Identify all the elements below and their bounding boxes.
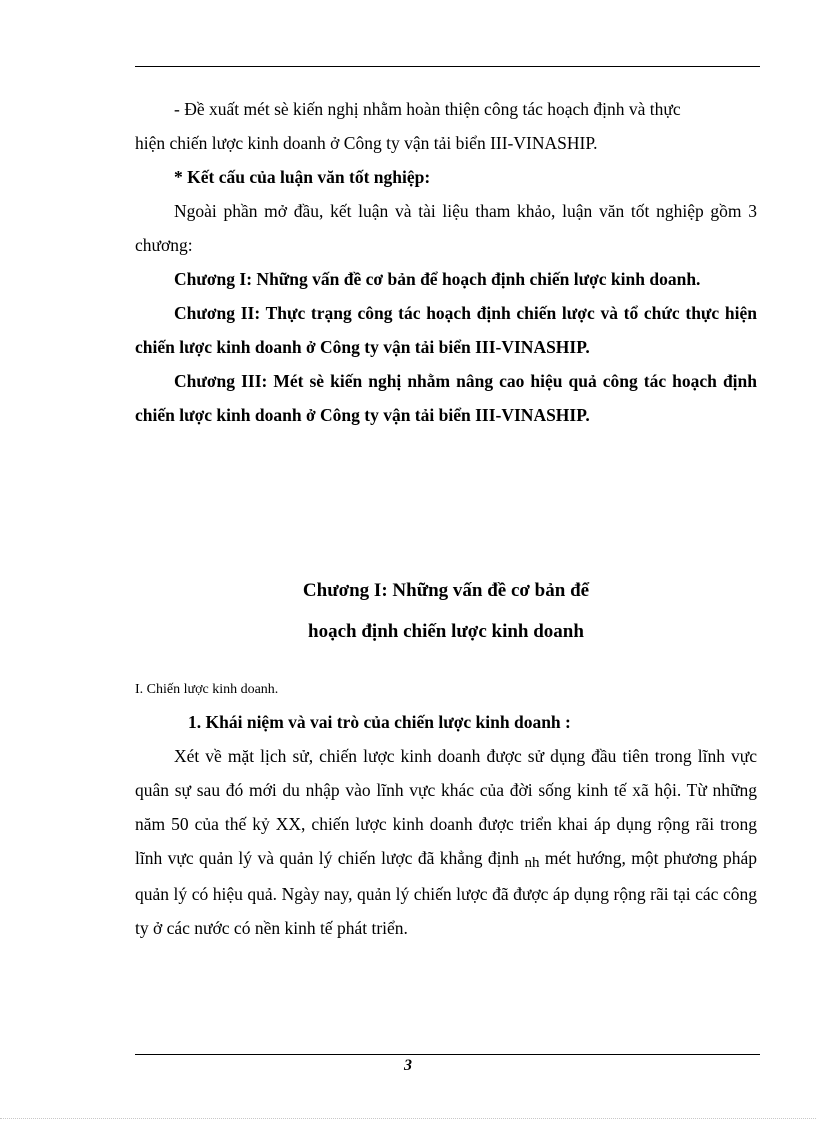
body-paragraph-end: mét hướng, một phương pháp quản lý có hiệu quả. Ngày nay, quản lý chiến lược đã được áp dụng rộng rãi tại các công ty ở các nước có nền kinh tế phát triển.	[135, 848, 758, 938]
chapter-title-line-1: Chương I: Những vấn đề cơ bản để	[302, 580, 590, 601]
proposal-line-1: - Đề xuất mét sè kiến nghị nhằm hoàn thiện công tác hoạch định và thực	[174, 99, 681, 119]
section-heading: I. Chiến lược kinh doanh.	[135, 682, 279, 697]
section-subheading: 1. Khái niệm và vai trò của chiến lược kinh doanh :	[188, 712, 571, 732]
section-chien-luoc	[135, 675, 757, 945]
page-number: 3	[404, 1057, 412, 1074]
intro-section	[135, 92, 757, 432]
page-edge-divider	[0, 1118, 816, 1119]
body-paragraph	[135, 739, 757, 945]
chapter-title-line-2: hoạch định chiến lược kinh doanh	[308, 621, 584, 642]
overview-paragraph: Ngoài phần mở đầu, kết luận và tài liệu tham khảo, luận văn tốt nghiệp gồm 3 chương:	[135, 201, 757, 255]
chapter-2-summary: Chương II: Thực trạng công tác hoạch định chiến lược và tổ chức thực hiện chiến lược kinh doanh ở Công ty vận tải biển III-VINASHIP.	[135, 303, 757, 357]
proposal-line-2: hiện chiến lược kinh doanh ở Công ty vận tải biển III-VINASHIP.	[135, 133, 598, 153]
body-paragraph-main: Xét về mặt lịch sử, chiến lược kinh doanh được sử dụng đầu tiên trong lĩnh vực quân sự sau đó mới du nhập vào lĩnh vực khác của đời sống kinh tế xã hội. Từ những năm 50 của thế kỷ XX, chiến lược kinh doanh được triển khai áp dụng rộng rãi trong lĩnh vực quản lý và quản lý chiến lược đã khẳng định	[135, 746, 757, 868]
margin-note: nh	[524, 855, 540, 871]
header-rule	[135, 66, 760, 67]
footer-rule	[135, 1054, 760, 1055]
chapter-3-summary: Chương III: Mét sè kiến nghị nhằm nâng cao hiệu quả công tác hoạch định chiến lược kinh doanh ở Công ty vận tải biển III-VINASHIP.	[135, 371, 757, 425]
structure-heading: * Kết cấu của luận văn tốt nghiệp:	[174, 167, 431, 187]
chapter-1-summary: Chương I: Những vấn đề cơ bản để hoạch định chiến lược kinh doanh.	[174, 269, 701, 289]
